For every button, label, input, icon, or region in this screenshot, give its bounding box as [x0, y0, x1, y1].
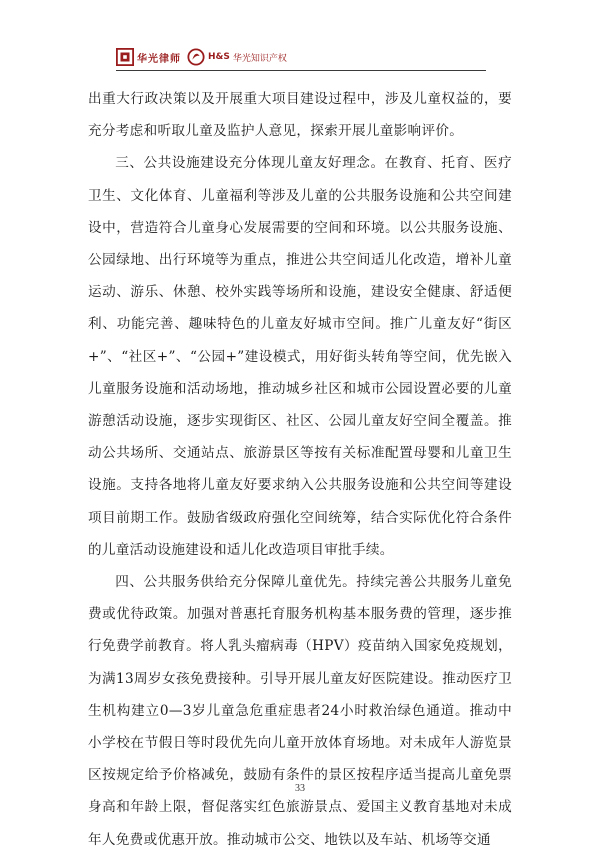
header-rule [116, 70, 486, 71]
brand-right-en-text: H&S [208, 52, 230, 62]
header-logos [116, 46, 287, 68]
huaguang-law-logo-icon [116, 48, 134, 66]
brand-left-text: 华光律师 [137, 53, 181, 65]
page-header [116, 40, 486, 72]
brand-right-cn-text: 华光知识产权 [232, 53, 287, 64]
hs-logo-icon [187, 48, 205, 66]
paragraph-continuation: 出重大行政决策以及开展重大项目建设过程中，涉及儿童权益的，要充分考虑和听取儿童及监护人意见，探索开展儿童影响评价。 [88, 91, 512, 140]
page-number: 33 [295, 783, 305, 794]
paragraph-public-facilities: 三、公共设施建设充分体现儿童友好理念。在教育、托育、医疗卫生、文化体育、儿童福利等涉及儿童的公共服务设施和公共空间建设中，营造符合儿童身心发展需要的空间和环境。以公共服务设施、公园绿地、出行环境等为重点，推进公共空间适儿化改造，增补儿童运动、游乐、休憩、校外实践等场所和设施，建设安全健康、舒适便利、功能完善、趣味特色的儿童友好城市空间。推广儿童友好“街区+”、“社区+”、“公园+”建设模式，用好街头转角等空间，优先嵌入儿童服务设施和活动场地，推动城乡社区和城市公园设置必要的儿童游憩活动设施，逐步实现街区、社区、公园儿童友好空间全覆盖。推动公共场所、交通站点、旅游景区等按有关标准配置母婴和儿童卫生设施。支持各地将儿童友好要求纳入公共服务设施和公共空间等建设项目前期工作。鼓励省级政府强化空间统筹，结合实际优化符合条件的儿童活动设施建设和适儿化改造项目审批手续。 [88, 155, 512, 558]
paragraph-public-services: 四、公共服务供给充分保障儿童优先。持续完善公共服务儿童免费或优待政策。加强对普惠托育服务机构基本服务费的管理，逐步推行免费学前教育。将人乳头瘤病毒（HPV）疫苗纳入国家免疫规划，为满13周岁女孩免费接种。引导开展儿童友好医院建设。推动医疗卫生机构建立0—3岁儿童急危重症患者24小时救治绿色通道。推动中小学校在节假日等时段优先向儿童开放体育场地。对未成年人游览景区按规定给予价格减免，鼓励有条件的景区按程序适当提高儿童免票身高和年龄上限，督促落实红色旅游景点、爱国主义教育基地对未成年人免费或优惠开放。推动城市公交、地铁以及车站、机场等交通 [88, 574, 512, 848]
document-body [88, 83, 512, 856]
